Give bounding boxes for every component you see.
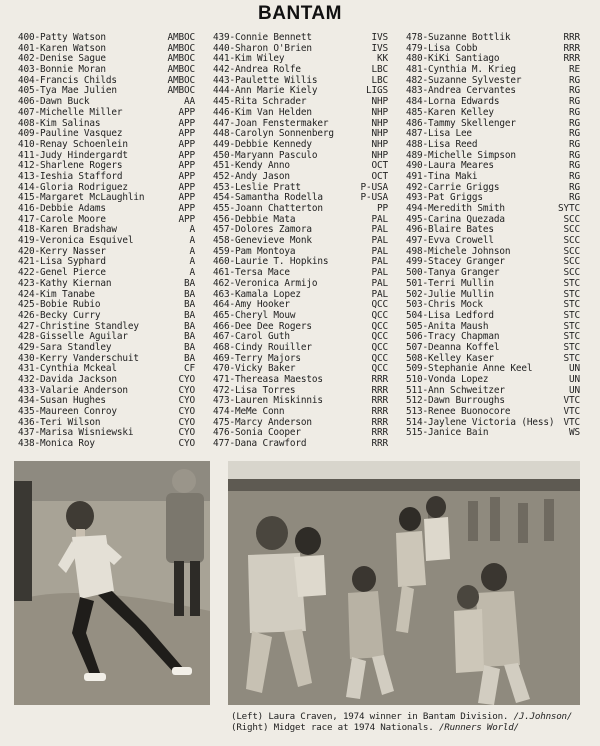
- entry-club: LIGS: [366, 85, 388, 97]
- entry-row: [213, 140, 388, 151]
- entry-club: SCC: [563, 235, 580, 247]
- entry-name: 470-Vicky Baker: [213, 363, 296, 375]
- entry-club: NHP: [371, 138, 388, 150]
- entry-name: 453-Leslie Pratt: [213, 181, 301, 193]
- entry-name: 416-Debbie Adams: [18, 203, 106, 214]
- entry-club: RRR: [563, 32, 580, 43]
- entry-club: STC: [563, 320, 580, 332]
- entry-name: 486-Tammy Skellenger: [406, 117, 516, 129]
- entry-name: 431-Cynthia Mckeal: [18, 363, 117, 375]
- entry-club: LBC: [371, 74, 388, 86]
- entry-name: 465-Cheryl Mouw: [213, 309, 296, 321]
- entry-club: RG: [569, 192, 580, 204]
- entry-club: STC: [563, 309, 580, 321]
- entry-club: SCC: [563, 256, 580, 268]
- entry-club: IVS: [371, 32, 388, 43]
- entry-name: 467-Carol Guth: [213, 331, 290, 343]
- entry-club: CYO: [178, 406, 195, 418]
- entry-club: QCC: [371, 320, 388, 332]
- entry-name: 501-Terri Mullin: [406, 277, 494, 289]
- entry-name: 513-Renee Buonocore: [406, 406, 511, 418]
- entry-club: PAL: [371, 235, 388, 247]
- entry-club: KK: [377, 53, 388, 65]
- entry-club: AMBOC: [167, 42, 195, 54]
- entry-name: 512-Dawn Burroughs: [406, 395, 505, 407]
- entry-name: 410-Renay Schoenlein: [18, 138, 128, 150]
- entry-club: APP: [178, 213, 195, 225]
- entry-name: 473-Lauren Miskinnis: [213, 395, 323, 407]
- entry-club: STC: [563, 341, 580, 353]
- entry-row: [406, 140, 580, 151]
- entry-name: 462-Veronica Armijo: [213, 277, 318, 289]
- entry-club: AMBOC: [167, 64, 195, 76]
- entry-name: 421-Lisa Syphard: [18, 256, 106, 268]
- entry-club: QCC: [371, 352, 388, 364]
- entry-club: RRR: [371, 438, 388, 450]
- entry-name: 476-Sonia Cooper: [213, 427, 301, 439]
- entry-club: BA: [184, 299, 195, 311]
- entry-club: CYO: [178, 438, 195, 450]
- entry-name: 438-Monica Roy: [18, 438, 95, 450]
- entry-club: RRR: [563, 42, 580, 54]
- entry-name: 452-Andy Jason: [213, 170, 290, 182]
- entry-name: 495-Carina Quezada: [406, 213, 505, 225]
- entry-name: 451-Kendy Anno: [213, 160, 290, 172]
- entry-club: CYO: [178, 395, 195, 407]
- entry-club: AA: [184, 96, 195, 108]
- entry-row: [18, 108, 195, 119]
- entry-club: SCC: [563, 267, 580, 279]
- entry-name: 490-Laura Meares: [406, 160, 494, 172]
- entry-name: 419-Veronica Esquivel: [18, 235, 134, 247]
- caption-credit-2: /Runners World/: [438, 722, 519, 733]
- entry-club: IVS: [371, 42, 388, 54]
- entry-club: RE: [569, 64, 580, 76]
- entry-club: STC: [563, 277, 580, 289]
- entry-list-column-1: [18, 33, 195, 450]
- entry-row: [18, 311, 195, 322]
- entry-club: RRR: [371, 427, 388, 439]
- photo-midget-race-1974-nationals: [228, 461, 580, 705]
- entry-club: STC: [563, 352, 580, 364]
- entry-club: OCT: [371, 170, 388, 182]
- entry-name: 499-Stacey Granger: [406, 256, 505, 268]
- entry-row: [18, 140, 195, 151]
- entry-name: 407-Michelle Miller: [18, 106, 123, 118]
- entry-club: RG: [569, 160, 580, 172]
- entry-club: NHP: [371, 128, 388, 140]
- entry-name: 403-Bonnie Moran: [18, 64, 106, 76]
- entry-name: 482-Suzanne Sylvester: [406, 74, 522, 86]
- entry-club: NHP: [371, 149, 388, 161]
- entry-club: RG: [569, 181, 580, 193]
- entry-club: BA: [184, 341, 195, 353]
- entry-name: 509-Stephanie Anne Keel: [406, 363, 533, 375]
- entry-name: 428-Gisselle Aguilar: [18, 331, 128, 343]
- entry-row: [406, 428, 580, 439]
- entry-club: APP: [178, 203, 195, 214]
- entry-name: 497-Evva Crowell: [406, 235, 494, 247]
- entry-club: QCC: [371, 299, 388, 311]
- entry-club: QCC: [371, 341, 388, 353]
- entry-club: NHP: [371, 96, 388, 108]
- entry-name: 437-Marisa Wisniewski: [18, 427, 134, 439]
- entry-club: BA: [184, 309, 195, 321]
- entry-club: SYTC: [558, 203, 580, 214]
- entry-club: RG: [569, 117, 580, 129]
- entry-club: RRR: [563, 53, 580, 65]
- entry-name: 510-Vonda Lopez: [406, 374, 489, 385]
- photo-runner-laura-craven: [14, 461, 210, 705]
- entry-name: 471-Thereasa Maestos: [213, 374, 323, 385]
- entry-club: A: [189, 224, 195, 236]
- entry-club: PAL: [371, 213, 388, 225]
- caption-line-2: (Right) Midget race at 1974 Nationals.: [231, 722, 434, 733]
- entry-club: APP: [178, 181, 195, 193]
- entry-name: 514-Jaylene Victoria (Hess): [406, 416, 555, 428]
- entry-name: 461-Tersa Mace: [213, 267, 290, 279]
- entry-club: A: [189, 235, 195, 247]
- entry-row: [18, 279, 195, 290]
- entry-club: BA: [184, 277, 195, 289]
- entry-club: APP: [178, 149, 195, 161]
- entry-name: 480-KiKi Santiago: [406, 53, 500, 65]
- entry-name: 445-Rita Schrader: [213, 96, 307, 108]
- entry-name: 475-Marcy Anderson: [213, 416, 312, 428]
- entry-row: [406, 279, 580, 290]
- entry-name: 439-Connie Bennett: [213, 32, 312, 43]
- photo-caption: [231, 711, 581, 733]
- entry-name: 440-Sharon O'Brien: [213, 42, 312, 54]
- entry-club: APP: [178, 128, 195, 140]
- entry-name: 442-Andrea Rolfe: [213, 64, 301, 76]
- entry-club: RG: [569, 106, 580, 118]
- entry-club: SCC: [563, 245, 580, 257]
- entry-name: 401-Karen Watson: [18, 42, 106, 54]
- entry-name: 494-Meredith Smith: [406, 203, 505, 214]
- entry-name: 435-Maureen Conroy: [18, 406, 117, 418]
- entry-name: 498-Michele Johnson: [406, 245, 511, 257]
- entry-club: RG: [569, 96, 580, 108]
- entry-club: WS: [569, 427, 580, 439]
- entry-name: 464-Amy Hooker: [213, 299, 290, 311]
- entry-club: RG: [569, 74, 580, 86]
- caption-line-1: (Left) Laura Craven, 1974 winner in Bantam Division.: [231, 711, 509, 722]
- entry-club: VTC: [563, 395, 580, 407]
- entry-club: CYO: [178, 374, 195, 385]
- entry-name: 450-Maryann Pasculo: [213, 149, 318, 161]
- entry-club: PP: [377, 203, 388, 214]
- entry-club: AMBOC: [167, 32, 195, 43]
- entry-name: 422-Genel Pierce: [18, 267, 106, 279]
- entry-club: CYO: [178, 416, 195, 428]
- entry-club: APP: [178, 106, 195, 118]
- entry-name: 506-Tracy Chapman: [406, 331, 500, 343]
- entry-club: VTC: [563, 406, 580, 418]
- entry-club: RG: [569, 85, 580, 97]
- entry-club: AMBOC: [167, 53, 195, 65]
- entry-club: UN: [569, 384, 580, 396]
- entry-club: BA: [184, 352, 195, 364]
- entry-name: 441-Kim Wiley: [213, 53, 285, 65]
- entry-name: 468-Cindy Rouiller: [213, 341, 312, 353]
- caption-credit-1: /J.Johnson/: [513, 711, 573, 722]
- entry-name: 500-Tanya Granger: [406, 267, 500, 279]
- page-title: BANTAM: [258, 3, 342, 24]
- entry-club: A: [189, 267, 195, 279]
- entry-club: OCT: [371, 160, 388, 172]
- entry-club: QCC: [371, 309, 388, 321]
- entry-club: LBC: [371, 64, 388, 76]
- entry-name: 502-Julie Mullin: [406, 288, 494, 300]
- entry-name: 409-Pauline Vasquez: [18, 128, 123, 140]
- entry-name: 414-Gloria Rodriguez: [18, 181, 128, 193]
- entry-name: 457-Dolores Zamora: [213, 224, 312, 236]
- entry-club: APP: [178, 138, 195, 150]
- entry-name: 472-Lisa Torres: [213, 384, 296, 396]
- entry-club: VTC: [563, 416, 580, 428]
- entry-name: 487-Lisa Lee: [406, 128, 472, 140]
- entry-name: 477-Dana Crawford: [213, 438, 307, 450]
- entry-club: APP: [178, 117, 195, 129]
- entry-name: 479-Lisa Cobb: [406, 42, 478, 54]
- entry-name: 492-Carrie Griggs: [406, 181, 500, 193]
- entry-name: 424-Kim Tanabe: [18, 288, 95, 300]
- entry-club: PAL: [371, 288, 388, 300]
- entry-name: 400-Patty Watson: [18, 32, 106, 43]
- entry-name: 430-Kerry Vanderschuit: [18, 352, 139, 364]
- entry-club: SCC: [563, 224, 580, 236]
- entry-name: 481-Cynthia M. Krieg: [406, 64, 516, 76]
- entry-name: 478-Suzanne Bottlik: [406, 32, 511, 43]
- entry-club: QCC: [371, 331, 388, 343]
- entry-name: 488-Lisa Reed: [406, 138, 478, 150]
- entry-name: 460-Laurie T. Hopkins: [213, 256, 329, 268]
- entry-name: 505-Anita Maush: [406, 320, 489, 332]
- entry-name: 466-Dee Dee Rogers: [213, 320, 312, 332]
- entry-club: NHP: [371, 117, 388, 129]
- entry-name: 417-Carole Moore: [18, 213, 106, 225]
- entry-club: PAL: [371, 277, 388, 289]
- entry-club: SCC: [563, 213, 580, 225]
- entry-name: 405-Tya Mae Julien: [18, 85, 117, 97]
- entry-club: APP: [178, 160, 195, 172]
- entry-name: 434-Susan Hughes: [18, 395, 106, 407]
- entry-name: 515-Janice Bain: [406, 427, 489, 439]
- entry-name: 429-Sara Standley: [18, 341, 112, 353]
- entry-name: 420-Kerry Nasser: [18, 245, 106, 257]
- entry-club: RRR: [371, 374, 388, 385]
- entry-name: 455-Joann Chatterton: [213, 203, 323, 214]
- entry-name: 491-Tina Maki: [406, 170, 478, 182]
- photo-right-illustration: [228, 461, 580, 705]
- entry-club: P-USA: [360, 181, 388, 193]
- entry-club: BA: [184, 331, 195, 343]
- entry-list-column-2: [213, 33, 388, 450]
- entry-club: A: [189, 256, 195, 268]
- entry-name: 411-Judy Hindergardt: [18, 149, 128, 161]
- entry-name: 436-Teri Wilson: [18, 416, 101, 428]
- entry-club: CYO: [178, 384, 195, 396]
- entry-row: [213, 311, 388, 322]
- entry-club: UN: [569, 374, 580, 385]
- entry-club: RG: [569, 170, 580, 182]
- entry-club: AMBOC: [167, 74, 195, 86]
- entry-club: APP: [178, 192, 195, 204]
- entry-name: 427-Christine Standley: [18, 320, 139, 332]
- entry-name: 444-Ann Marie Kiely: [213, 85, 318, 97]
- entry-club: RG: [569, 138, 580, 150]
- entry-name: 449-Debbie Kennedy: [213, 138, 312, 150]
- entry-club: PAL: [371, 267, 388, 279]
- entry-name: 418-Karen Bradshaw: [18, 224, 117, 236]
- entry-name: 413-Ieshia Stafford: [18, 170, 123, 182]
- entry-club: CF: [184, 363, 195, 375]
- entry-name: 485-Karen Kelley: [406, 106, 494, 118]
- entry-name: 507-Deanna Koffel: [406, 341, 500, 353]
- entry-row: [213, 108, 388, 119]
- photo-left-illustration: [14, 461, 210, 705]
- entry-name: 448-Carolyn Sonnenberg: [213, 128, 334, 140]
- entry-name: 402-Denise Sague: [18, 53, 106, 65]
- entry-club: A: [189, 245, 195, 257]
- entry-name: 443-Paulette Willis: [213, 74, 318, 86]
- entry-club: PAL: [371, 224, 388, 236]
- entry-club: CYO: [178, 427, 195, 439]
- entry-name: 474-MeMe Conn: [213, 406, 285, 418]
- entry-name: 446-Kim Van Helden: [213, 106, 312, 118]
- entry-name: 432-Davida Jackson: [18, 374, 117, 385]
- entry-club: BA: [184, 288, 195, 300]
- entry-row: [18, 439, 195, 450]
- entry-name: 463-Kamala Lopez: [213, 288, 301, 300]
- entry-club: RRR: [371, 395, 388, 407]
- entry-club: STC: [563, 299, 580, 311]
- entry-club: PAL: [371, 245, 388, 257]
- entry-name: 508-Kelley Kaser: [406, 352, 494, 364]
- entry-club: PAL: [371, 256, 388, 268]
- entry-name: 511-Ann Schweitzer: [406, 384, 505, 396]
- entry-club: UN: [569, 363, 580, 375]
- entry-club: RRR: [371, 406, 388, 418]
- entry-name: 406-Dawn Buck: [18, 96, 90, 108]
- entry-club: RG: [569, 128, 580, 140]
- entry-name: 489-Michelle Simpson: [406, 149, 516, 161]
- entry-name: 504-Lisa Ledford: [406, 309, 494, 321]
- entry-name: 423-Kathy Kiernan: [18, 277, 112, 289]
- entry-list-column-3: [406, 33, 580, 439]
- entry-row: [406, 108, 580, 119]
- entry-name: 425-Bobie Rubio: [18, 299, 101, 311]
- entry-club: RRR: [371, 384, 388, 396]
- entry-row: [406, 311, 580, 322]
- entry-row: [213, 439, 388, 450]
- entry-name: 503-Chris Mock: [406, 299, 483, 311]
- entry-name: 426-Becky Curry: [18, 309, 101, 321]
- entry-club: QCC: [371, 363, 388, 375]
- entry-name: 456-Debbie Mata: [213, 213, 296, 225]
- entry-club: BA: [184, 320, 195, 332]
- entry-name: 415-Margaret McLaughlin: [18, 192, 145, 204]
- entry-name: 404-Francis Childs: [18, 74, 117, 86]
- entry-club: NHP: [371, 106, 388, 118]
- entry-row: [213, 279, 388, 290]
- entry-name: 496-Blaire Bates: [406, 224, 494, 236]
- entry-club: RRR: [371, 416, 388, 428]
- entry-name: 493-Pat Griggs: [406, 192, 483, 204]
- entry-club: RG: [569, 149, 580, 161]
- entry-name: 408-Kim Salinas: [18, 117, 101, 129]
- entry-name: 483-Andrea Cervantes: [406, 85, 516, 97]
- entry-club: APP: [178, 170, 195, 182]
- entry-name: 459-Pam Montoya: [213, 245, 296, 257]
- entry-club: STC: [563, 288, 580, 300]
- entry-name: 447-Joan Fenstermaker: [213, 117, 329, 129]
- entry-name: 484-Lorna Edwards: [406, 96, 500, 108]
- entry-name: 454-Samantha Rodella: [213, 192, 323, 204]
- entry-name: 412-Sharlene Rogers: [18, 160, 123, 172]
- entry-name: 433-Valarie Anderson: [18, 384, 128, 396]
- entry-club: P-USA: [360, 192, 388, 204]
- entry-club: STC: [563, 331, 580, 343]
- entry-name: 469-Terry Majors: [213, 352, 301, 364]
- entry-name: 458-Genevieve Monk: [213, 235, 312, 247]
- entry-club: AMBOC: [167, 85, 195, 97]
